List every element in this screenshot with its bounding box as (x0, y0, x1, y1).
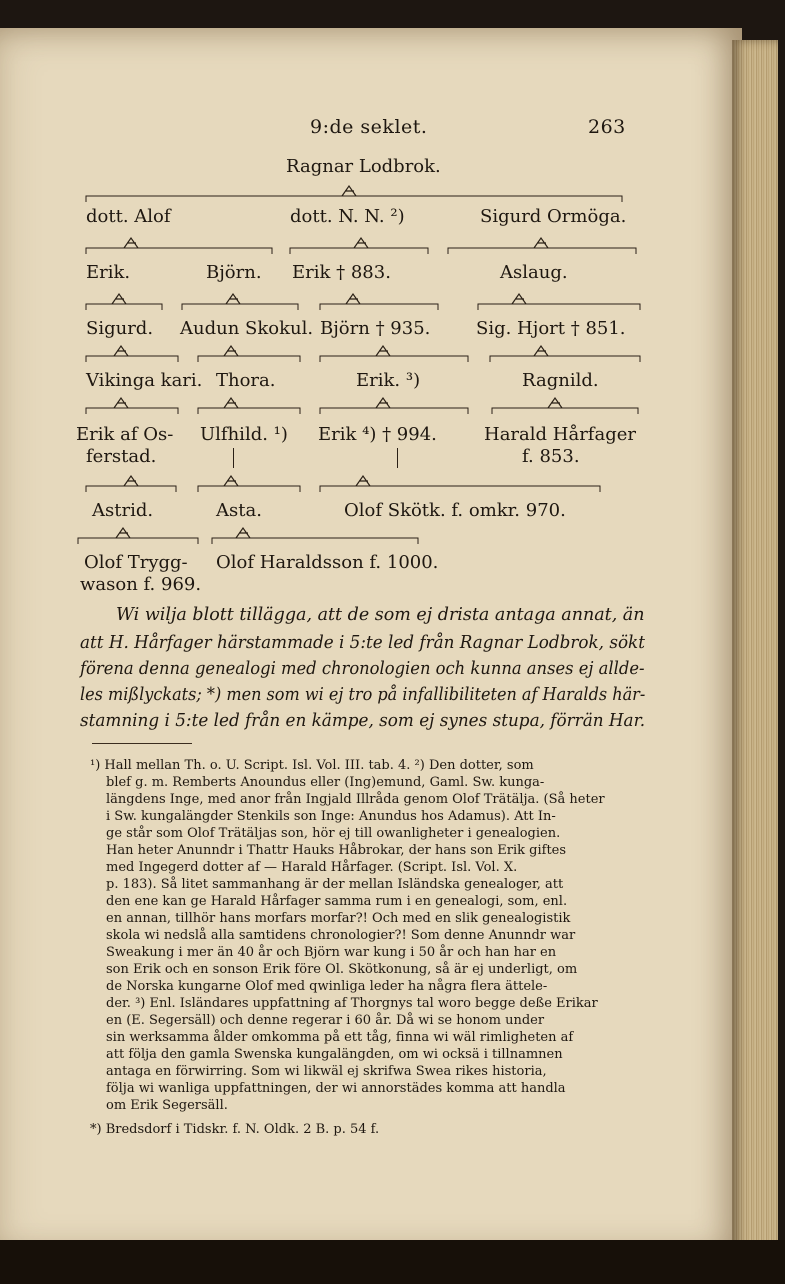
footnote-line: ge står som Olof Trätäljas son, hör ej till owanligheter i genealogien. (106, 826, 561, 841)
running-title: 9:de seklet. (310, 116, 428, 138)
tree-bracket (318, 400, 470, 420)
tree-bracket (196, 348, 302, 368)
tree-node: Erik ⁴) † 994. (318, 424, 437, 445)
tree-bracket (210, 530, 420, 550)
tree-bracket (84, 348, 180, 368)
tree-node: Olof Trygg- (84, 552, 188, 573)
tree-bracket (488, 348, 642, 368)
tree-node: wason f. 969. (80, 574, 202, 595)
tree-node: Ulfhild. ¹) (200, 424, 288, 445)
footnote-star: *) Bredsdorf i Tidskr. f. N. Oldk. 2 B. p. 54 f. (90, 1122, 380, 1137)
tree-node: dott. N. N. ²) (290, 206, 405, 227)
footnote-line: om Erik Segersäll. (106, 1098, 228, 1113)
tree-node: Olof Haraldsson f. 1000. (216, 552, 439, 573)
footnote-line: följa wi wanliga uppfattningen, der wi annorstädes komma att handla (106, 1081, 566, 1096)
footnote-line: son Erik och en sonson Erik före Ol. Skötkonung, så är ej underligt, om (106, 962, 578, 977)
footnote-line: blef g. m. Remberts Anoundus eller (Ing)emund, Gaml. Sw. kunga- (106, 775, 545, 790)
tree-node: Astrid. (92, 500, 154, 521)
tree-node: Audun Skokul. (180, 318, 314, 339)
footnote-line: en (E. Segersäll) och denne regerar i 60 år. Då wi se honom under (106, 1013, 545, 1028)
page-edges (732, 40, 778, 1252)
tree-node: ferstad. (86, 446, 157, 467)
tree-bracket (84, 296, 164, 316)
book-binding (0, 1240, 785, 1284)
text-line: les mißlyckats; *) men som wi ej tro på infallibiliteten af Haralds här- (80, 684, 646, 705)
tree-node: Sig. Hjort † 851. (476, 318, 626, 339)
tree-bracket (84, 240, 274, 260)
tree-bracket (84, 478, 178, 498)
tree-node: Asta. (216, 500, 262, 521)
tree-title: Ragnar Lodbrok. (286, 156, 441, 177)
footnote-line: längdens Inge, med anor från Ingjald Illråda genom Olof Trätälja. (Så heter (106, 792, 605, 807)
footnote-line: den ene kan ge Harald Hårfager samma rum i en genealogi, som, enl. (106, 894, 568, 909)
tree-bracket (288, 240, 430, 260)
tree-bracket (318, 296, 440, 316)
text-line: att H. Hårfager härstammade i 5:te led från Ragnar Lodbrok, sökt (80, 632, 645, 653)
tree-bracket (76, 530, 200, 550)
tree-bracket (318, 348, 470, 368)
footnote-line: ¹) Hall mellan Th. o. U. Script. Isl. Vol. III. tab. 4. ²) Den dotter, som (90, 758, 534, 773)
text-line: förena denna genealogi med chronologien och kunna anses ej allde- (80, 658, 645, 679)
footnote-line: Han heter Anunndr i Thattr Hauks Håbrokar, der hans son Erik giftes (106, 843, 567, 858)
tree-bracket (180, 296, 300, 316)
text-line: Wi wilja blott tillägga, att de som ej drista antaga annat, än (116, 604, 645, 625)
tree-connector (233, 448, 234, 468)
tree-bracket (490, 400, 640, 420)
tree-bracket (476, 296, 642, 316)
footnote-line: der. ³) Enl. Isländares uppfattning af Thorgnys tal woro begge deße Erikar (106, 996, 598, 1011)
tree-node: Erik. ³) (356, 370, 421, 391)
text-line: stamning i 5:te led från en kämpe, som ej synes stupa, förrän Har. (80, 710, 646, 731)
tree-bracket (84, 400, 180, 420)
tree-node: Sigurd. (86, 318, 154, 339)
tree-node: Olof Skötk. f. omkr. 970. (344, 500, 566, 521)
tree-node: Vikinga kari. (86, 370, 203, 391)
tree-node: Erik. (86, 262, 131, 283)
tree-node: Ragnild. (522, 370, 599, 391)
footnote-line: att följa den gamla Swenska kungalängden, om wi ocksä i tillnamnen (106, 1047, 563, 1062)
tree-node: Sigurd Ormöga. (480, 206, 627, 227)
tree-node: Erik af Os- (76, 424, 174, 445)
tree-node: Björn. (206, 262, 262, 283)
tree-node: Harald Hårfager (484, 424, 636, 445)
footnote-line: Sweakung i mer än 40 år och Björn war kung i 50 år och han har en (106, 945, 557, 960)
page-number: 263 (588, 116, 626, 138)
footnote-line: skola wi nedslå alla samtidens chronologier?! Som denne Anunndr war (106, 928, 576, 943)
tree-node: Erik † 883. (292, 262, 391, 283)
footnote-line: en annan, tillhör hans morfars morfar?! Och med en slik genealogistik (106, 911, 571, 926)
tree-node: dott. Alof (86, 206, 171, 227)
footnote-line: de Norska kungarne Olof med qwinliga leder ha några flera ättele- (106, 979, 548, 994)
tree-connector (397, 448, 398, 468)
tree-bracket (318, 478, 602, 498)
tree-node: Thora. (216, 370, 276, 391)
footnote-line: sin werksamma ålder omkomma på ett tåg, finna wi wäl rimligheten af (106, 1030, 574, 1045)
footnote-line: med Ingegerd dotter af — Harald Hårfager. (Script. Isl. Vol. X. (106, 860, 518, 875)
tree-bracket (196, 478, 302, 498)
footnote-divider (92, 743, 192, 744)
tree-bracket (84, 188, 624, 208)
tree-bracket (196, 400, 302, 420)
tree-node: Björn † 935. (320, 318, 431, 339)
tree-bracket (446, 240, 638, 260)
tree-node: Aslaug. (500, 262, 568, 283)
footnote-line: antaga en förwirring. Som wi likwäl ej skrifwa Swea rikes historia, (106, 1064, 547, 1079)
footnote-line: p. 183). Så litet sammanhang är der mellan Isländska genealoger, att (106, 877, 564, 892)
tree-node: f. 853. (522, 446, 580, 467)
footnote-line: i Sw. kungalängder Stenkils son Inge: Anundus hos Adamus). Att In- (106, 809, 556, 824)
